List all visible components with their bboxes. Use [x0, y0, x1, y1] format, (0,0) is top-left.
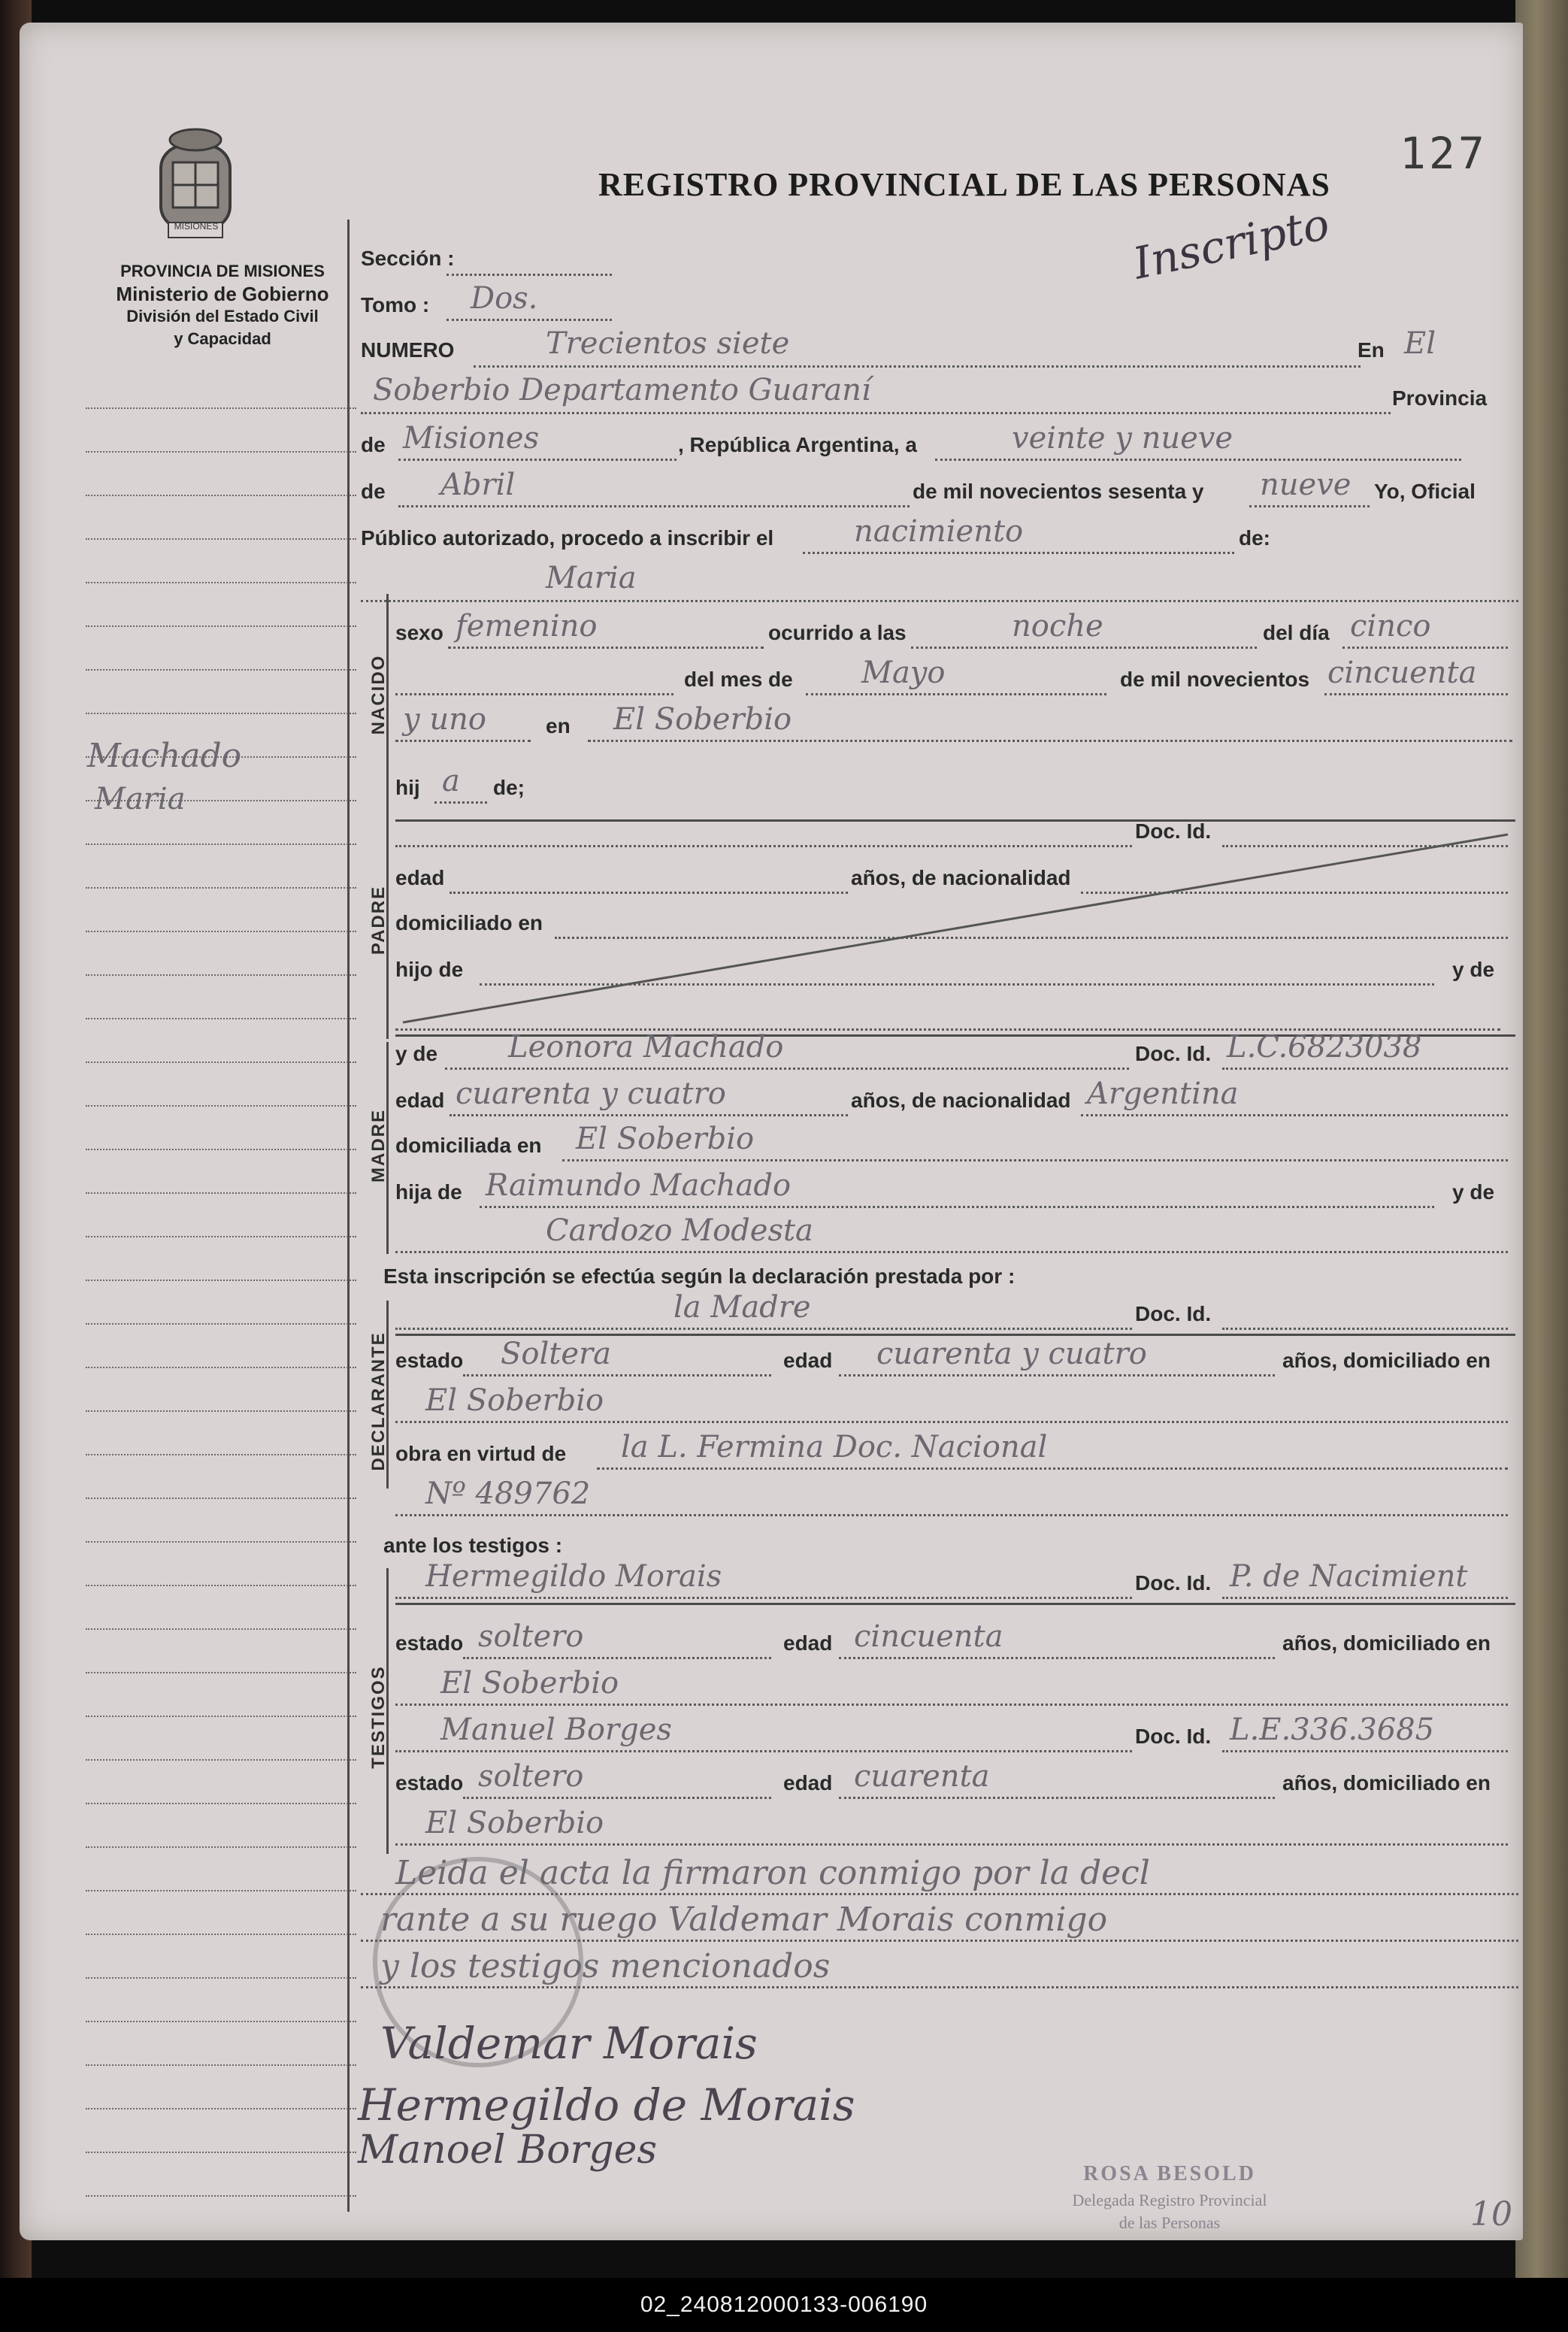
testigo1-nombre: Hermegildo Morais	[425, 1559, 722, 1594]
dia-value: cinco	[1350, 609, 1431, 644]
declarante-anios-label: años, domiciliado en	[1282, 1349, 1491, 1372]
testigo1-doc-label: Doc. Id.	[1135, 1571, 1212, 1595]
margin-rule	[86, 451, 356, 453]
lugar-value: El Soberbio	[613, 702, 792, 737]
testigo2-nombre: Manuel Borges	[440, 1713, 672, 1747]
margin-rule	[86, 1280, 356, 1281]
madre-yde-label: y de	[395, 1042, 438, 1065]
place-value: Soberbio Departamento Guaraní	[373, 373, 871, 407]
madre-madre-value: Cardozo Modesta	[546, 1213, 813, 1248]
margin-rule	[86, 1149, 356, 1150]
tomo-value: Dos.	[471, 281, 538, 316]
book-edge	[1515, 0, 1568, 2278]
margin-rule	[86, 1934, 356, 1935]
dia-label: del día	[1263, 621, 1330, 644]
margin-rule	[86, 931, 356, 932]
margin-rule	[86, 1454, 356, 1455]
margin-rule	[86, 1890, 356, 1891]
margin-rule	[86, 625, 356, 627]
ocurrido-label: ocurrido a las	[768, 621, 907, 644]
margin-rule	[86, 2195, 356, 2197]
margin-rule	[86, 669, 356, 671]
padre-label: PADRE	[368, 885, 389, 956]
declarante-doc-label: Doc. Id.	[1135, 1302, 1212, 1325]
madre-hija-label: hija de	[395, 1180, 462, 1204]
padre-doc-label: Doc. Id.	[1135, 819, 1212, 843]
margin-rule	[86, 1716, 356, 1717]
signature: Valdemar Morais	[380, 2018, 758, 2069]
testigo1-edad-value: cincuenta	[854, 1619, 1003, 1654]
madre-yde2-label: y de	[1452, 1180, 1495, 1204]
mes-label: del mes de	[684, 668, 793, 691]
republica-label: , República Argentina, a	[678, 433, 917, 456]
testigo1-edad-label: edad	[783, 1631, 833, 1655]
madre-edad-label: edad	[395, 1089, 445, 1112]
testigos-intro: ante los testigos :	[383, 1534, 563, 1557]
anio-label: de mil novecientos	[1120, 668, 1310, 691]
testigo2-edad-value: cuarenta	[854, 1759, 990, 1794]
de-label: de	[361, 433, 386, 456]
margin-rule	[86, 1105, 356, 1107]
margin-rule	[86, 1585, 356, 1586]
margin-rule	[86, 1410, 356, 1412]
testigo1-estado-label: estado	[395, 1631, 464, 1655]
testigo2-doc-label: Doc. Id.	[1135, 1725, 1212, 1748]
margin-rule	[86, 1672, 356, 1673]
margin-divider	[347, 220, 350, 2212]
testigo1-anios-label: años, domiciliado en	[1282, 1631, 1491, 1655]
acto-value: nacimiento	[854, 514, 1024, 549]
anio-value: nueve	[1260, 468, 1352, 502]
margin-rule	[86, 1062, 356, 1063]
numero-label: NUMERO	[361, 338, 455, 362]
declarante-obra-value: la L. Fermina Doc. Nacional	[621, 1430, 1048, 1464]
seal-text: MISIONES	[174, 221, 219, 232]
sexo-label: sexo	[395, 621, 443, 644]
de3-label: de:	[1239, 526, 1270, 550]
margin-rule	[86, 2152, 356, 2153]
hij-value: a	[442, 764, 460, 798]
margin-rule	[86, 1236, 356, 1237]
page-title: REGISTRO PROVINCIAL DE LAS PERSONAS	[598, 166, 1330, 203]
hora-value: noche	[1012, 609, 1103, 644]
madre-doc-value: L.C.6823038	[1227, 1030, 1422, 1065]
testigo1-doc-value: P. de Nacimient	[1230, 1559, 1468, 1594]
margin-rule	[86, 1367, 356, 1368]
testigo2-doc-value: L.E.336.3685	[1230, 1713, 1435, 1747]
declarante-obra-value2: Nº 489762	[425, 1476, 591, 1511]
margin-rule	[86, 2064, 356, 2066]
anio-value2: y uno	[403, 702, 486, 737]
padre-yde-label: y de	[1452, 958, 1495, 981]
madre-nombre: Leonora Machado	[508, 1030, 784, 1065]
numero-value: Trecientos siete	[546, 326, 790, 361]
margin-rule	[86, 2021, 356, 2022]
madre-nacionalidad-label: años, de nacionalidad	[851, 1089, 1071, 1112]
document-page	[20, 23, 1523, 2240]
margin-rule	[86, 713, 356, 714]
margin-rule	[86, 1846, 356, 1848]
declarante-label: DECLARANTE	[368, 1331, 389, 1471]
footer-line: Delegada Registro Provincial	[1072, 2191, 1267, 2209]
footer-name: ROSA BESOLD	[1083, 2162, 1256, 2185]
padre-hijo-label: hijo de	[395, 958, 464, 981]
margin-rule	[86, 495, 356, 496]
nombre-value: Maria	[546, 561, 637, 595]
margin-rule	[86, 538, 356, 540]
closing-line: Leida el acta la firmaron conmigo por la decl	[395, 1854, 1150, 1892]
testigo2-anios-label: años, domiciliado en	[1282, 1771, 1491, 1794]
testigos-label: TESTIGOS	[368, 1665, 389, 1769]
padre-void-strike	[395, 819, 1515, 1037]
de2-label: de	[361, 480, 386, 503]
dia-value: veinte y nueve	[1012, 421, 1234, 456]
margin-rule	[86, 582, 356, 583]
ministry-line: y Capacidad	[174, 329, 271, 348]
testigo2-estado-label: estado	[395, 1771, 464, 1794]
declarante-estado-value: Soltera	[501, 1337, 611, 1371]
mes-value: Abril	[440, 468, 516, 502]
margin-rule	[86, 1192, 356, 1194]
margin-rule	[86, 843, 356, 845]
anio-value: cincuenta	[1327, 656, 1477, 690]
declarante-estado-label: estado	[395, 1349, 464, 1372]
provincia-value: Misiones	[403, 421, 540, 456]
margin-note: Maria	[95, 782, 186, 816]
declarante-obra-label: obra en virtud de	[395, 1442, 567, 1465]
margin-rule	[86, 2108, 356, 2109]
margin-rule	[86, 1628, 356, 1630]
declarante-intro: Esta inscripción se efectúa según la declaración prestada por :	[383, 1264, 1016, 1288]
testigo2-edad-label: edad	[783, 1771, 833, 1794]
margin-rule	[86, 1541, 356, 1543]
ministry-line: División del Estado Civil	[126, 307, 319, 326]
en-label: En	[1358, 338, 1385, 362]
madre-domicilio-value: El Soberbio	[576, 1122, 755, 1156]
seccion-label: Sección :	[361, 247, 455, 270]
declarante-edad-value: cuarenta y cuatro	[876, 1337, 1147, 1371]
mes-value: Mayo	[861, 656, 946, 690]
madre-domicilio-label: domiciliada en	[395, 1134, 542, 1157]
en-value: El	[1404, 326, 1436, 361]
testigo1-estado-value: soltero	[478, 1619, 584, 1654]
yo-label: Yo, Oficial	[1374, 480, 1476, 503]
signature: Manoel Borges	[358, 2128, 658, 2173]
margin-rule	[86, 974, 356, 976]
testigo1-domicilio: El Soberbio	[440, 1666, 619, 1701]
margin-note: Machado	[87, 737, 242, 775]
tomo-label: Tomo :	[361, 293, 430, 316]
padre-nacionalidad-label: años, de nacionalidad	[851, 866, 1071, 889]
declarante-edad-label: edad	[783, 1349, 833, 1372]
en-label: en	[546, 714, 571, 737]
signature: Hermegildo de Morais	[358, 2079, 855, 2131]
hij-label: hij	[395, 776, 420, 799]
annotation-handwritten: Inscripto	[1128, 198, 1334, 289]
margin-rule	[86, 1977, 356, 1979]
ministry-block	[72, 260, 373, 350]
publico-label: Público autorizado, procedo a inscribir el	[361, 526, 774, 550]
margin-rule	[86, 1803, 356, 1804]
corner-mark: 10	[1470, 2195, 1512, 2234]
page-number: 127	[1400, 128, 1488, 179]
testigo2-estado-value: soltero	[478, 1759, 584, 1794]
margin-rule	[86, 1759, 356, 1761]
margin-rule	[86, 407, 356, 409]
anio-label: de mil novecientos sesenta y	[913, 480, 1204, 503]
image-caption: 02_240812000133-006190	[0, 2278, 1568, 2332]
madre-label: MADRE	[368, 1109, 389, 1183]
footer-line: de las Personas	[1118, 2213, 1221, 2232]
margin-rule	[86, 887, 356, 889]
padre-edad-label: edad	[395, 866, 445, 889]
madre-padre-value: Raimundo Machado	[486, 1168, 792, 1203]
padre-domicilio-label: domiciliado en	[395, 911, 543, 934]
declarante-domicilio: El Soberbio	[425, 1383, 604, 1418]
testigo2-domicilio: El Soberbio	[425, 1806, 604, 1840]
madre-nacionalidad-value: Argentina	[1087, 1077, 1239, 1111]
margin-rule	[86, 1323, 356, 1325]
margin-rule	[86, 1018, 356, 1019]
madre-doc-label: Doc. Id.	[1135, 1042, 1212, 1065]
ministry-line: Ministerio de Gobierno	[116, 283, 329, 305]
provincia-label: Provincia	[1392, 386, 1488, 410]
declarante-nombre: la Madre	[674, 1290, 811, 1325]
ministry-line: PROVINCIA DE MISIONES	[120, 262, 325, 280]
closing-line: y los testigos mencionados	[380, 1947, 831, 1985]
margin-rule	[86, 1498, 356, 1499]
sexo-value: femenino	[456, 609, 598, 644]
madre-edad-value: cuarenta y cuatro	[456, 1077, 726, 1111]
hij-de-label: de;	[493, 776, 525, 799]
closing-line: rante a su ruego Valdemar Morais conmigo	[380, 1900, 1108, 1939]
nacido-label: NACIDO	[368, 654, 389, 735]
